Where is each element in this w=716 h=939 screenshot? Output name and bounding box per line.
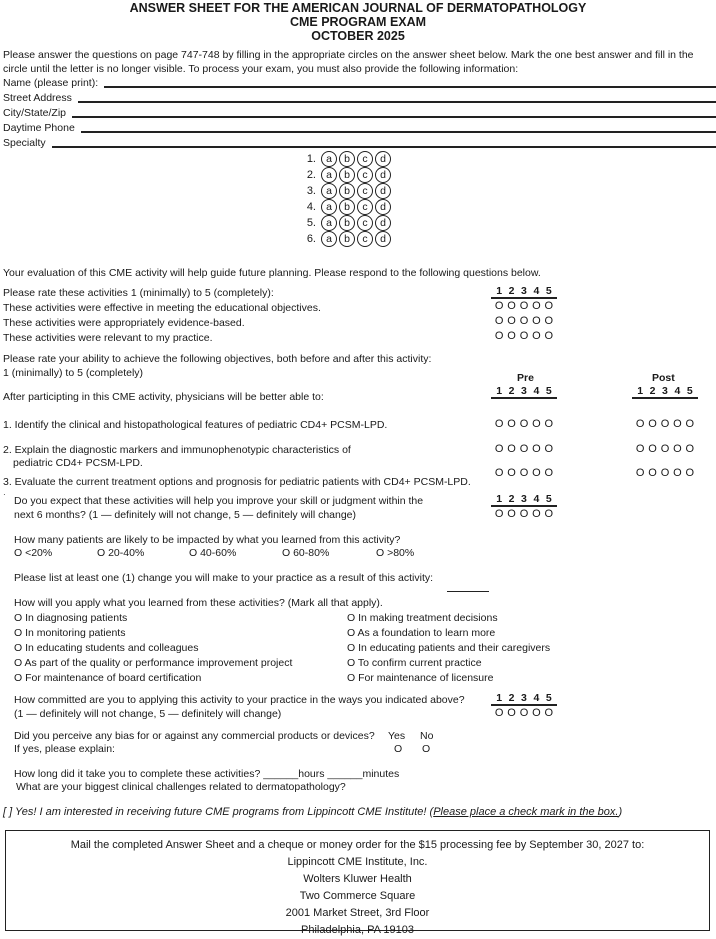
answer-4d[interactable]: d — [375, 199, 391, 215]
answer-row-1: 1. a b c d — [302, 151, 391, 167]
bias-question: Did you perceive any bias for or against any commercial products or devices? — [14, 730, 375, 742]
name-label: Name (please print): — [3, 77, 99, 89]
improve-question-line2: next 6 months? (1 — definitely will not change, 5 — definitely will change) — [14, 509, 357, 521]
apply-option-board-cert[interactable]: O For maintenance of board certification — [14, 672, 202, 684]
apply-option-licensure[interactable]: O For maintenance of licensure — [347, 672, 494, 684]
optin-text[interactable]: [ ] Yes! I am interested in receiving future CME programs from Lippincott CME Institute! ( — [3, 806, 434, 818]
answer-4b[interactable]: b — [339, 199, 355, 215]
city-line[interactable] — [72, 116, 716, 118]
answer-row-5: 5. a b c d — [302, 215, 391, 231]
instructions: Please answer the questions on page 747-748 by filling in the appropriate circles on the answer sheet below. Mark the one best answer and fill in the circle until the letter is no longer visible. To process your exam, you must also provide the following information: — [3, 49, 694, 75]
apply-option-diagnosing[interactable]: O In diagnosing patients — [14, 612, 128, 624]
sheet-subtitle: CME PROGRAM EXAM — [289, 15, 427, 29]
answer-3d[interactable]: d — [375, 183, 391, 199]
bias-explain-label: If yes, please explain: — [14, 743, 115, 755]
objective-2-pre-rating[interactable]: O O O O O — [494, 443, 554, 455]
answer-row-4: 4. a b c d — [302, 199, 391, 215]
patients-option-lt20[interactable]: O <20% — [14, 547, 53, 559]
eval-item-2-rating[interactable]: O O O O O — [494, 315, 554, 327]
patients-question: How many patients are likely to be impacted by what you learned from this activity? — [14, 534, 401, 546]
bias-no-label: No — [420, 730, 434, 742]
stray-mark: · — [3, 490, 6, 499]
answer-3b[interactable]: b — [339, 183, 355, 199]
answer-1a[interactable]: a — [321, 151, 337, 167]
mail-instructions: Mail the completed Answer Sheet and a cheque or money order for the $15 processing fee by September 30, 2027 to: — [70, 839, 645, 851]
street-line[interactable] — [78, 101, 716, 103]
mail-org: Lippincott CME Institute, Inc. — [287, 856, 428, 868]
sheet-title: ANSWER SHEET FOR THE AMERICAN JOURNAL OF DERMATOPATHOLOGY — [129, 1, 587, 15]
commit-question-line2: (1 — definitely will not change, 5 — definitely will change) — [14, 708, 282, 720]
change-answer-line[interactable] — [447, 591, 489, 592]
objective-2-cont: pediatric CD4+ PCSM-LPD. — [13, 457, 143, 469]
bias-yes-label: Yes — [388, 730, 406, 742]
specialty-label: Specialty — [3, 137, 46, 149]
commit-rating[interactable]: O O O O O — [494, 707, 554, 719]
answer-5d[interactable]: d — [375, 215, 391, 231]
answer-6c[interactable]: c — [357, 231, 373, 247]
eval-item-3: These activities were relevant to my practice. — [3, 332, 213, 344]
mail-building: Two Commerce Square — [299, 890, 416, 902]
answer-6d[interactable]: d — [375, 231, 391, 247]
evaluation-intro: Your evaluation of this CME activity will help guide future planning. Please respond to the following questions below. — [3, 267, 541, 279]
mail-company: Wolters Kluwer Health — [303, 873, 412, 885]
pre-label: Pre — [517, 372, 534, 384]
answer-6a[interactable]: a — [321, 231, 337, 247]
answer-row-6: 6. a b c d — [302, 231, 391, 247]
objective-3-post-rating[interactable]: O O O O O — [635, 467, 695, 479]
commit-question-line1: How committed are you to applying this activity to your practice in the ways you indicated above? — [14, 694, 465, 706]
phone-field[interactable] — [3, 121, 716, 135]
objective-1-pre-rating[interactable]: O O O O O — [494, 418, 554, 430]
phone-line[interactable] — [81, 131, 716, 133]
improve-scale-header: 1 2 3 4 5 — [491, 493, 557, 507]
answer-1d[interactable]: d — [375, 151, 391, 167]
objective-1-post-rating[interactable]: O O O O O — [635, 418, 695, 430]
street-label: Street Address — [3, 92, 72, 104]
time-question[interactable]: How long did it take you to complete these activities? ______hours ______minutes — [14, 768, 400, 780]
phone-label: Daytime Phone — [3, 122, 75, 134]
rate-prompt: Please rate these activities 1 (minimally) to 5 (completely): — [3, 287, 274, 299]
answer-4c[interactable]: c — [357, 199, 373, 215]
answer-5b[interactable]: b — [339, 215, 355, 231]
patients-option-40-60[interactable]: O 40-60% — [189, 547, 237, 559]
eval-item-1: These activities were effective in meeting the educational objectives. — [3, 302, 321, 314]
pre-scale-header: 1 2 3 4 5 — [491, 385, 557, 399]
patients-option-gt80[interactable]: O >80% — [376, 547, 415, 559]
mail-street: 2001 Market Street, 3rd Floor — [285, 907, 430, 919]
name-field[interactable] — [3, 76, 716, 90]
answer-2a[interactable]: a — [321, 167, 337, 183]
answer-4a[interactable]: a — [321, 199, 337, 215]
specialty-field[interactable] — [3, 136, 716, 150]
street-field[interactable] — [3, 91, 716, 105]
apply-option-confirm-practice[interactable]: O To confirm current practice — [347, 657, 482, 669]
challenges-question: What are your biggest clinical challenges related to dermatopathology? — [16, 781, 346, 793]
answer-2d[interactable]: d — [375, 167, 391, 183]
answer-3a[interactable]: a — [321, 183, 337, 199]
objectives-scale-note: 1 (minimally) to 5 (completely) — [3, 367, 144, 379]
objective-3-pre-rating[interactable]: O O O O O — [494, 467, 554, 479]
improve-rating[interactable]: O O O O O — [494, 508, 554, 520]
post-label: Post — [652, 372, 675, 384]
objective-1: 1. Identify the clinical and histopathological features of pediatric CD4+ PCSM-LPD. — [3, 419, 388, 431]
apply-question: How will you apply what you learned from these activities? (Mark all that apply). — [14, 597, 383, 609]
mailing-info-box — [5, 830, 710, 936]
objective-2: 2. Explain the diagnostic markers and immunophenotypic characteristics of — [3, 444, 351, 456]
specialty-line[interactable] — [52, 146, 716, 148]
answer-1c[interactable]: c — [357, 151, 373, 167]
bias-no-radio[interactable]: O — [422, 743, 431, 755]
apply-option-treatment[interactable]: O In making treatment decisions — [347, 612, 498, 624]
city-label: City/State/Zip — [3, 107, 67, 119]
answer-2b[interactable]: b — [339, 167, 355, 183]
apply-option-monitoring[interactable]: O In monitoring patients — [14, 627, 126, 639]
post-scale-header: 1 2 3 4 5 — [632, 385, 698, 399]
eval-item-2: These activities were appropriately evidence-based. — [3, 317, 245, 329]
answer-5a[interactable]: a — [321, 215, 337, 231]
objectives-lead: After participting in this CME activity, physicians will be better able to: — [3, 391, 324, 403]
answer-row-2: 2. a b c d — [302, 167, 391, 183]
sheet-date: OCTOBER 2025 — [311, 29, 405, 43]
apply-option-quality-project[interactable]: O As part of the quality or performance improvement project — [14, 657, 293, 669]
answer-6b[interactable]: b — [339, 231, 355, 247]
eval-item-1-rating[interactable]: O O O O O — [494, 300, 554, 312]
objective-2-post-rating[interactable]: O O O O O — [635, 443, 695, 455]
bias-yes-radio[interactable]: O — [394, 743, 403, 755]
rating-scale-header: 1 2 3 4 5 — [491, 285, 557, 299]
answer-3c[interactable]: c — [357, 183, 373, 199]
objectives-prompt: Please rate your ability to achieve the following objectives, both before and after this activity: — [3, 353, 432, 365]
answer-5c[interactable]: c — [357, 215, 373, 231]
city-field[interactable] — [3, 106, 716, 120]
answer-row-3: 3. a b c d — [302, 183, 391, 199]
apply-option-educating-patients[interactable]: O In educating patients and their caregivers — [347, 642, 551, 654]
name-line[interactable] — [104, 86, 716, 88]
mail-city: Philadelphia, PA 19103 — [301, 924, 414, 936]
optin-checkbox-line[interactable]: [ ] Yes! I am interested in receiving future CME programs from Lippincott CME Institute! (Please place a check mark in the box.) — [3, 806, 623, 818]
apply-option-educating-students[interactable]: O In educating students and colleagues — [14, 642, 199, 654]
patients-option-60-80[interactable]: O 60-80% — [282, 547, 330, 559]
eval-item-3-rating[interactable]: O O O O O — [494, 330, 554, 342]
answer-2c[interactable]: c — [357, 167, 373, 183]
improve-question-line1: Do you expect that these activities will help you improve your skill or judgment within the — [14, 495, 424, 507]
optin-instruction: Please place a check mark in the box. — [433, 806, 619, 818]
apply-option-learn-more[interactable]: O As a foundation to learn more — [347, 627, 496, 639]
objective-3: 3. Evaluate the current treatment options and prognosis for pediatric patients with CD4+ PCSM-LPD. — [3, 476, 471, 488]
answer-1b[interactable]: b — [339, 151, 355, 167]
patients-option-20-40[interactable]: O 20-40% — [97, 547, 145, 559]
commit-scale-header: 1 2 3 4 5 — [491, 692, 557, 706]
change-question: Please list at least one (1) change you will make to your practice as a result of this activity: — [14, 572, 434, 584]
